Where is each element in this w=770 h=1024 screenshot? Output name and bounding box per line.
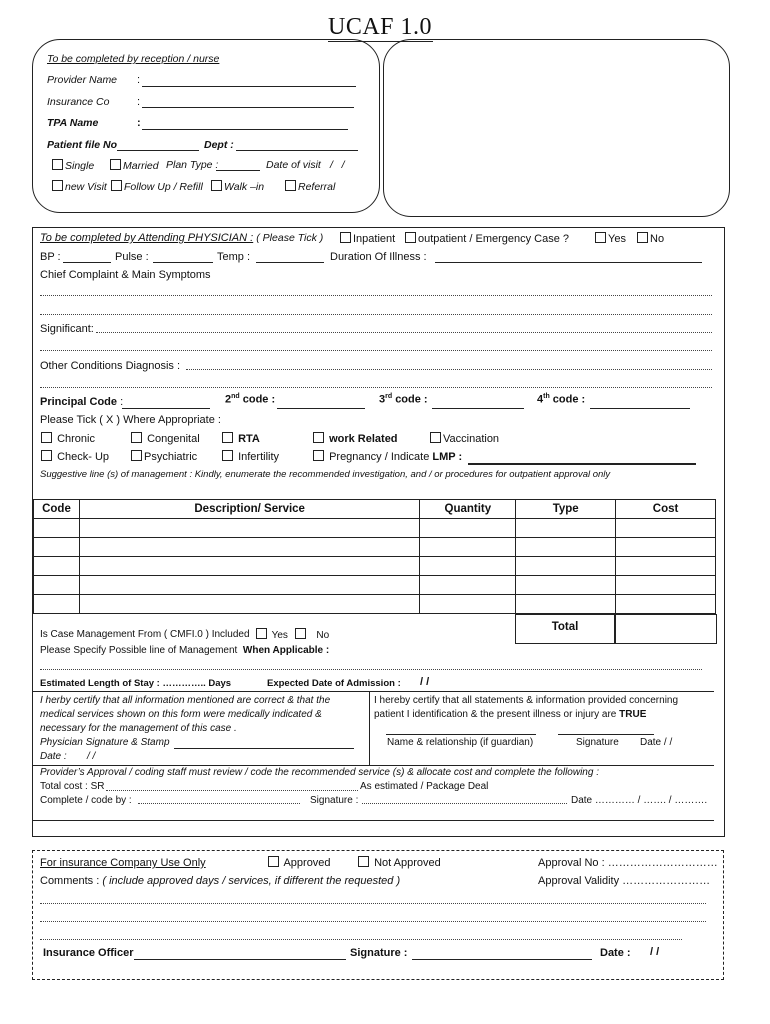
comments-line-3[interactable]	[40, 939, 682, 940]
expected-date-slashes: / /	[420, 676, 430, 688]
physician-heading: To be completed by Attending PHYSICIAN :	[40, 232, 254, 244]
married-option[interactable]: Married	[110, 159, 159, 172]
checkup-option[interactable]: Check- Up	[41, 450, 109, 463]
complete-code-field[interactable]	[138, 803, 300, 804]
checkup-checkbox[interactable]	[41, 450, 52, 461]
vaccination-checkbox[interactable]	[430, 432, 441, 443]
insurance-co-field[interactable]	[142, 107, 354, 108]
patient-file-no-label: Patient file No	[47, 139, 118, 151]
cell[interactable]	[616, 595, 716, 614]
new-visit-option[interactable]: new Visit	[52, 180, 107, 193]
significant-label: Significant:	[40, 323, 94, 335]
follow-up-option[interactable]: Follow Up / Refill	[111, 180, 203, 193]
table-row[interactable]	[34, 538, 716, 557]
chief-complaint-label: Chief Complaint & Main Symptoms	[40, 269, 211, 281]
patient-cert-l1: I hereby certify that all statements & information provided concerning	[374, 695, 679, 706]
patient-signature-label: Signature	[576, 737, 619, 748]
cell[interactable]	[516, 576, 616, 595]
yes-option[interactable]: Yes	[595, 232, 626, 245]
cell[interactable]	[420, 538, 516, 557]
reception-heading: To be completed by reception / nurse	[47, 53, 220, 65]
insurance-heading: For insurance Company Use Only	[40, 857, 206, 869]
duration-label: Duration Of Illness :	[330, 251, 427, 263]
walk-in-option[interactable]: Walk –in	[211, 180, 264, 193]
form-title: UCAF 1.0	[328, 14, 433, 40]
cell[interactable]	[616, 538, 716, 557]
duration-field[interactable]	[435, 262, 702, 263]
physician-sig-field[interactable]	[174, 748, 354, 749]
no-checkbox[interactable]	[637, 232, 648, 243]
col-cost: Cost	[616, 500, 716, 519]
insurance-section	[32, 850, 724, 980]
provider-signature-field[interactable]	[362, 803, 567, 804]
yes-checkbox[interactable]	[595, 232, 606, 243]
physician-cert-l3: necessary for the management of this case .	[40, 723, 237, 734]
code2-field[interactable]	[277, 408, 365, 409]
married-checkbox[interactable]	[110, 159, 121, 170]
approval-validity-label: Approval Validity ……………………	[538, 875, 711, 887]
significant-line-2[interactable]	[40, 350, 712, 351]
infertility-checkbox[interactable]	[222, 450, 233, 461]
approved-option[interactable]: Approved	[268, 856, 331, 869]
expected-date-label: Expected Date of Admission :	[267, 678, 401, 689]
code3-label: 3rd code :	[379, 393, 428, 406]
cell[interactable]	[516, 557, 616, 576]
chronic-option[interactable]: Chronic	[41, 432, 95, 445]
case-yes-checkbox[interactable]	[256, 628, 267, 639]
code2-label: 2nd code :	[225, 393, 276, 406]
table-row[interactable]	[34, 595, 716, 614]
physician-cert-l2: medical services shown on this form were medically indicated &	[40, 709, 322, 720]
suggestive-line: Suggestive line (s) of management : Kindly, enumerate the recommended investigation, and / or procedures for outpatient approval only	[40, 469, 611, 480]
psychiatric-option[interactable]: Psychiatric	[131, 450, 197, 463]
name-relationship-field[interactable]	[386, 734, 536, 735]
code4-field[interactable]	[590, 408, 690, 409]
col-quantity: Quantity	[420, 500, 516, 519]
provider-approval-note: Provider’s Approval / coding staff must review / code the recommended service (s) & allocate cost and complete the following :	[40, 767, 599, 778]
congenital-checkbox[interactable]	[131, 432, 142, 443]
inpatient-checkbox[interactable]	[340, 232, 351, 243]
table-row[interactable]	[34, 576, 716, 595]
tpa-name-label: TPA Name	[47, 117, 99, 129]
infertility-option[interactable]: Infertility	[222, 450, 279, 463]
referral-checkbox[interactable]	[285, 180, 296, 191]
cell[interactable]	[34, 519, 80, 538]
walk-in-checkbox[interactable]	[211, 180, 222, 191]
provider-name-colon: :	[137, 74, 141, 86]
please-tick-x-label: Please Tick ( X ) Where Appropriate :	[40, 414, 221, 426]
cell[interactable]	[79, 595, 419, 614]
dept-field[interactable]	[236, 150, 358, 151]
cell[interactable]	[616, 557, 716, 576]
chronic-checkbox[interactable]	[41, 432, 52, 443]
name-relationship-label: Name & relationship (if guardian)	[387, 737, 534, 748]
as-estimated-label: As estimated / Package Deal	[360, 781, 489, 792]
physician-sig-label: Physician Signature & Stamp	[40, 737, 170, 748]
work-related-option[interactable]: work Related	[313, 432, 398, 445]
cell[interactable]	[420, 576, 516, 595]
provider-name-field[interactable]	[142, 86, 356, 87]
rta-checkbox[interactable]	[222, 432, 233, 443]
certify-divider	[369, 691, 370, 765]
principal-code-label: Principal Code :	[40, 396, 124, 408]
provider-bottom-divider	[32, 820, 714, 821]
patient-cert-l2: patient I identification & the present illness or injury are TRUE	[374, 709, 647, 720]
chief-complaint-line-1[interactable]	[40, 295, 712, 296]
col-code: Code	[34, 500, 80, 519]
insurance-co-colon: :	[137, 96, 141, 108]
outpatient-checkbox[interactable]	[405, 232, 416, 243]
cell[interactable]	[420, 595, 516, 614]
tpa-name-field[interactable]	[142, 129, 348, 130]
please-tick-label: ( Please Tick )	[256, 232, 324, 244]
date-of-visit-slashes: / /	[330, 159, 345, 171]
referral-option[interactable]: Referral	[285, 180, 335, 193]
insurance-signature-field[interactable]	[412, 959, 592, 960]
vaccination-option[interactable]: Vaccination	[430, 432, 499, 445]
insurance-co-label: Insurance Co	[47, 96, 110, 108]
table-header-row	[34, 500, 716, 519]
stay-divider	[32, 691, 714, 692]
comments-row: Comments : ( include approved days / services, if different the requested )	[40, 875, 401, 887]
cell[interactable]	[516, 538, 616, 557]
total-cost-field[interactable]	[106, 790, 358, 791]
code3-field[interactable]	[432, 408, 524, 409]
cell[interactable]	[516, 519, 616, 538]
cell[interactable]	[79, 576, 419, 595]
physician-date-label: Date :	[40, 751, 67, 762]
cell[interactable]	[516, 595, 616, 614]
cell[interactable]	[420, 557, 516, 576]
plan-type-field[interactable]	[216, 170, 260, 171]
comments-line-2[interactable]	[40, 921, 706, 922]
col-type: Type	[516, 500, 616, 519]
approved-checkbox[interactable]	[268, 856, 279, 867]
patient-date-label: Date / /	[640, 737, 673, 748]
insurance-date-slashes: / /	[650, 946, 660, 958]
cell[interactable]	[34, 538, 80, 557]
psychiatric-checkbox[interactable]	[131, 450, 142, 461]
total-label: Total	[551, 621, 579, 633]
bp-label: BP :	[40, 251, 61, 263]
pregnancy-option[interactable]: Pregnancy / Indicate LMP :	[313, 450, 462, 463]
new-visit-checkbox[interactable]	[52, 180, 63, 191]
services-table	[33, 499, 716, 614]
work-related-checkbox[interactable]	[313, 432, 324, 443]
temp-field[interactable]	[256, 262, 324, 263]
case-mgmt-question: Is Case Management From ( CMFI.0 ) Included	[40, 629, 250, 640]
not-approved-checkbox[interactable]	[358, 856, 369, 867]
insurance-date-label: Date :	[600, 947, 631, 959]
insurance-signature-label: Signature :	[350, 947, 408, 959]
rta-option[interactable]: RTA	[222, 432, 260, 445]
other-conditions-label: Other Conditions Diagnosis :	[40, 360, 181, 372]
plan-type-label: Plan Type :	[166, 159, 219, 171]
cell[interactable]	[79, 557, 419, 576]
no-option[interactable]: No	[637, 232, 664, 245]
total-value-cell[interactable]	[614, 614, 717, 644]
case-yes-option[interactable]: Yes	[256, 628, 288, 641]
provider-name-label: Provider Name	[47, 74, 118, 86]
physician-heading-row	[40, 232, 323, 244]
patient-signature-field[interactable]	[558, 734, 654, 735]
table-row[interactable]	[34, 519, 716, 538]
congenital-option[interactable]: Congenital	[131, 432, 200, 445]
single-option[interactable]: Single	[52, 159, 94, 172]
pulse-field[interactable]	[153, 262, 213, 263]
tpa-name-colon: :	[137, 117, 141, 129]
case-mgmt-row	[40, 629, 250, 640]
cell[interactable]	[34, 576, 80, 595]
inpatient-option[interactable]: Inpatient	[340, 232, 395, 245]
cell[interactable]	[34, 557, 80, 576]
physician-date-slashes: / /	[87, 751, 96, 762]
case-no-checkbox[interactable]	[295, 628, 306, 639]
outpatient-option[interactable]: outpatient / Emergency Case ?	[405, 232, 569, 245]
cell[interactable]	[34, 595, 80, 614]
cell[interactable]	[79, 538, 419, 557]
temp-label: Temp :	[217, 251, 251, 263]
date-of-visit-label: Date of visit	[266, 159, 321, 171]
patient-file-no-field[interactable]	[117, 150, 199, 151]
total-cost-label: Total cost : SR	[40, 781, 105, 792]
insurance-officer-label: Insurance Officer	[43, 947, 134, 959]
table-row[interactable]	[34, 557, 716, 576]
lmp-field[interactable]	[468, 463, 696, 465]
code4-label: 4th code :	[537, 393, 586, 406]
case-no-option[interactable]: No	[295, 628, 329, 641]
chief-complaint-line-2[interactable]	[40, 314, 712, 315]
col-description: Description/ Service	[79, 500, 419, 519]
provider-signature-label: Signature :	[310, 795, 359, 806]
follow-up-checkbox[interactable]	[111, 180, 122, 191]
management-line[interactable]	[40, 669, 702, 670]
specify-row: Please Specify Possible line of Management When Applicable :	[40, 645, 330, 656]
complete-code-label: Complete / code by :	[40, 795, 132, 806]
significant-line-1[interactable]	[96, 332, 712, 333]
cell[interactable]	[616, 519, 716, 538]
approval-no-label: Approval No : …………………………	[538, 857, 718, 869]
insurance-officer-field[interactable]	[134, 959, 346, 960]
principal-code-field[interactable]	[122, 408, 210, 409]
other-conditions-line-1[interactable]	[186, 369, 712, 370]
stamp-box	[383, 39, 730, 217]
provider-date-label: Date ………… / ……. / ……….	[571, 795, 708, 806]
pulse-label: Pulse :	[115, 251, 149, 263]
not-approved-option[interactable]: Not Approved	[358, 856, 441, 869]
cell[interactable]	[79, 519, 419, 538]
dept-label: Dept :	[204, 139, 234, 151]
single-checkbox[interactable]	[52, 159, 63, 170]
other-conditions-line-2[interactable]	[40, 387, 712, 388]
bp-field[interactable]	[63, 262, 111, 263]
physician-cert-l1: I herby certify that all information mentioned are correct & that the	[40, 695, 331, 706]
comments-line-1[interactable]	[40, 903, 706, 904]
pregnancy-checkbox[interactable]	[313, 450, 324, 461]
estimated-length-label: Estimated Length of Stay : ………….. Days	[40, 678, 232, 689]
cell[interactable]	[616, 576, 716, 595]
cell[interactable]	[420, 519, 516, 538]
certify-bottom-divider	[32, 765, 714, 766]
